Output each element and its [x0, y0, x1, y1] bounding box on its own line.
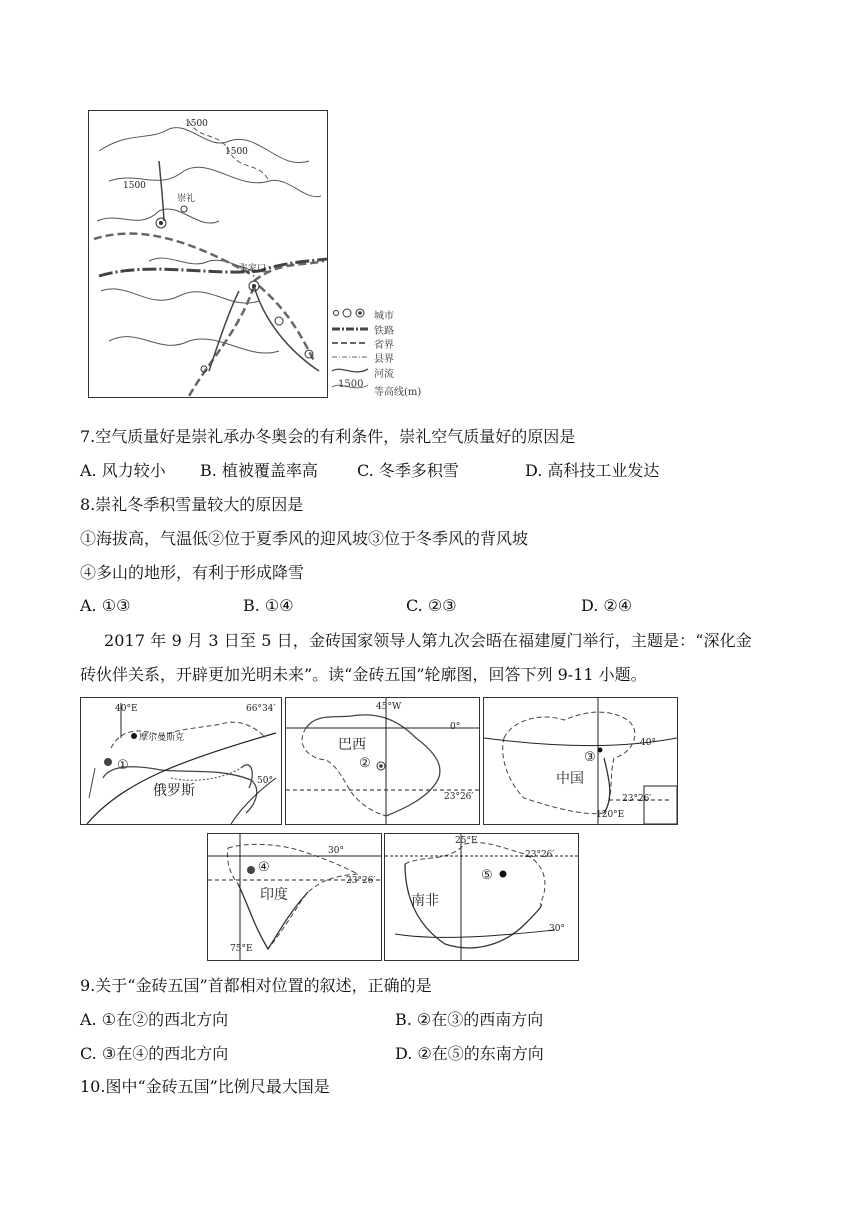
intro-line-2: 砖伙伴关系，开辟更加光明未来”。读“金砖五国”轮廓图，回答下列 9-11 小题。: [80, 665, 647, 684]
q9-option-d: D. ②在⑤的东南方向: [395, 1044, 544, 1063]
q7-option-d: D. 高科技工业发达: [525, 461, 660, 480]
southafrica-lon-label: 25°E: [455, 836, 478, 846]
brazil-lat-label: 0°: [450, 722, 461, 732]
q9-stem: 9.关于“金砖五国”首都相对位置的叙述，正确的是: [80, 976, 432, 995]
q7-option-b: B. 植被覆盖率高: [200, 461, 318, 480]
contour-label: 1500: [185, 119, 208, 129]
q8-option-c: C. ②③: [406, 596, 457, 615]
india-lat2-label: 23°26′: [346, 876, 376, 886]
russia-name: 俄罗斯: [153, 783, 195, 799]
map-legend: [330, 305, 440, 400]
southafrica-name: 南非: [411, 893, 439, 909]
q10-stem: 10.图中“金砖五国”比例尺最大国是: [80, 1077, 330, 1096]
brazil-name: 巴西: [338, 737, 366, 753]
india-name: 印度: [260, 887, 288, 903]
southafrica-capital-marker: ⑤: [481, 868, 493, 883]
q8-option-d: D. ②④: [581, 596, 633, 615]
chongli-topographic-map: [88, 110, 328, 398]
legend-city: 城市: [374, 311, 394, 322]
city-label-chongli: 崇礼: [177, 194, 196, 204]
contour-label: 1500: [123, 181, 146, 191]
legend-province-border: 省界: [374, 340, 394, 351]
india-lon-label: 75°E: [230, 944, 253, 954]
contour-label: 1500: [225, 147, 248, 157]
russia-lat2-label: 50°: [257, 776, 273, 786]
brazil-capital-marker: ②: [359, 756, 371, 771]
china-lat-label: 40°: [640, 738, 656, 748]
legend-county-border: 县界: [374, 354, 394, 365]
legend-railway: 铁路: [374, 326, 394, 337]
q7-option-a: A. 风力较小: [80, 461, 166, 480]
brazil-map: [285, 697, 480, 825]
q8-option-a: A. ①③: [80, 596, 131, 615]
legend-river: 河流: [374, 369, 394, 380]
q7-option-c: C. 冬季多积雪: [357, 461, 459, 480]
legend-contour: 等高线(m): [374, 387, 422, 398]
legend-contour-value: 1500: [338, 379, 364, 390]
map-drawing: [89, 111, 327, 397]
city-label-zhangjiakou: 张家口: [239, 264, 267, 274]
china-capital-marker: ③: [584, 750, 596, 765]
q8-statements-2: ④多山的地形，有利于形成降雪: [80, 563, 305, 582]
china-name: 中国: [556, 771, 584, 787]
q8-stem: 8.崇礼冬季积雪量较大的原因是: [80, 495, 304, 514]
india-map: [207, 833, 382, 961]
india-capital-marker: ④: [258, 860, 270, 875]
brazil-lon-label: 45°W: [376, 702, 402, 712]
russia-city-label: 摩尔曼斯克: [139, 733, 185, 743]
q9-option-c: C. ③在④的西北方向: [80, 1044, 229, 1063]
intro-line-1: 2017 年 9 月 3 日至 5 日，金砖国家领导人第九次会晤在福建厦门举行，主题是：“深化金: [104, 631, 752, 650]
china-lat2-label: 23°26′: [622, 794, 652, 804]
brazil-lat2-label: 23°26′: [444, 792, 474, 802]
russia-capital-marker: ①: [117, 758, 129, 773]
southafrica-map: [384, 833, 579, 961]
china-map: [483, 697, 678, 825]
q7-stem: 7.空气质量好是崇礼承办冬奥会的有利条件，崇礼空气质量好的原因是: [80, 427, 576, 446]
russia-lat-label: 66°34′: [246, 704, 276, 714]
russia-map: [80, 697, 282, 825]
china-lon-label: 120°E: [596, 810, 625, 820]
india-lat-label: 30°: [328, 846, 344, 856]
southafrica-lat2-label: 30°: [549, 924, 565, 934]
q8-option-b: B. ①④: [243, 596, 294, 615]
q9-option-a: A. ①在②的西北方向: [80, 1010, 229, 1029]
q9-option-b: B. ②在③的西南方向: [395, 1010, 544, 1029]
southafrica-lat-label: 23°26′: [525, 850, 555, 860]
russia-lon-label: 40°E: [115, 704, 138, 714]
q8-statements-1: ①海拔高，气温低②位于夏季风的迎风坡③位于冬季风的背风坡: [80, 529, 529, 548]
